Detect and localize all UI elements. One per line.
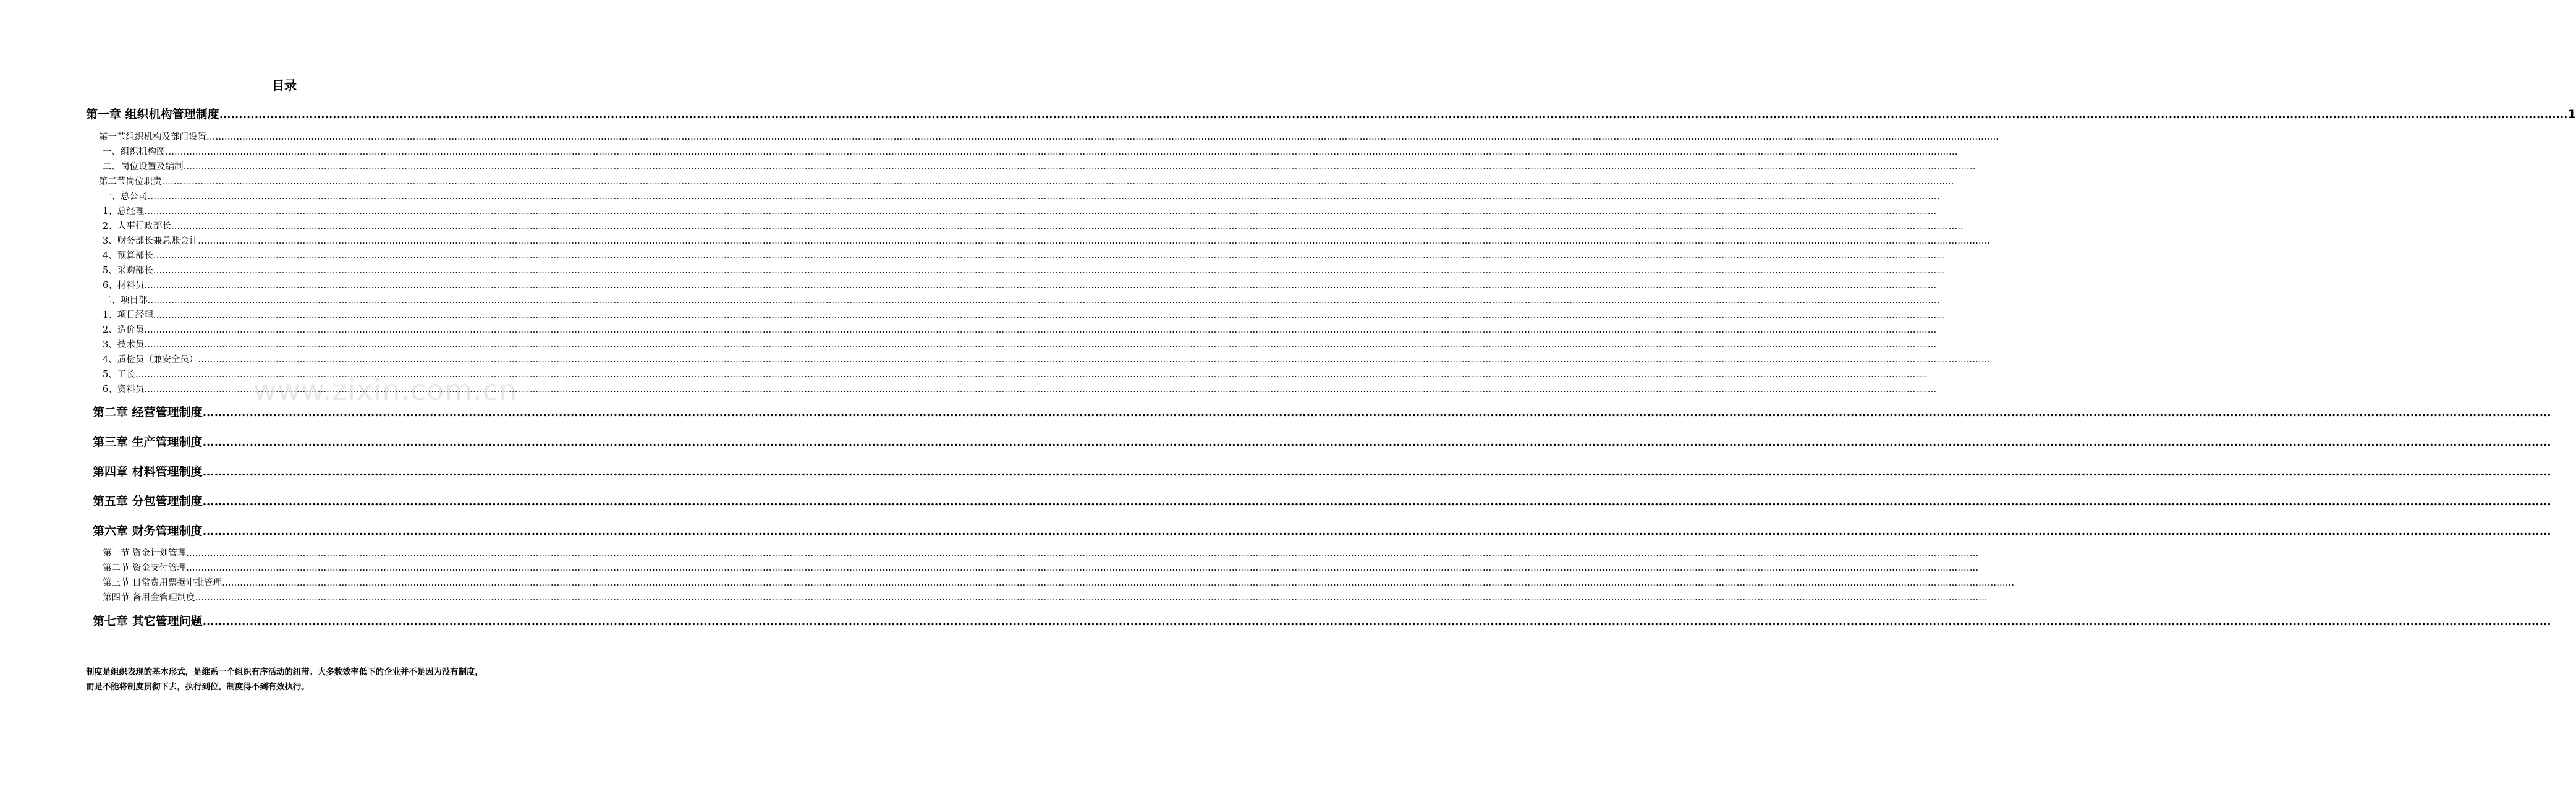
toc-leader-dots: …………………………………………………………………………………………………………………………………………………………………………………………………………………………………………………………………………………………………………………………………………………………………………………………………………………………………………………………………………………………………………………………………………………… [219, 108, 2568, 121]
toc-section-entry [103, 263, 1946, 278]
toc-entry-label: 6、材料员 [103, 281, 145, 291]
toc-section-entry [103, 278, 1937, 293]
toc-entry-label: 4、质检员（兼安全员） [103, 355, 198, 365]
toc-leader-dots: …………………………………………………………………………………………………………………………………………………………………………………………………………………………………………………………………………………………………………………………………………………………………………………………………………………………………………………………………………………………………………………………………………………… [147, 296, 1940, 305]
toc-entry-label: 3、技术员 [103, 340, 145, 350]
toc-leader-dots: …………………………………………………………………………………………………………………………………………………………………………………………………………………………………………………………………………………………………………………………………………………………………………………………………………………………………………………………………………………………………………………………………………………… [144, 340, 1937, 350]
toc-leader-dots: …………………………………………………………………………………………………………………………………………………………………………………………………………………………………………………………………………………………………………………………………………………………………………………………………………………………………………………………………………………………………………………………………………………… [195, 593, 1988, 603]
toc-section-entry [103, 293, 1940, 308]
toc-section-entry [103, 219, 1964, 234]
toc-entry-label: 二、项目部 [103, 296, 148, 305]
toc-entry-label: 5、工长 [103, 370, 135, 380]
toc-leader-dots: …………………………………………………………………………………………………………………………………………………………………………………………………………………………………………………………………………………………………………………………………………………………………………………………………………………………………………………………………………………………………………………………………………………… [135, 370, 1928, 380]
toc-entry-label: 第五章 分包管理制度 [93, 495, 203, 508]
toc-leader-dots: …………………………………………………………………………………………………………………………………………………………………………………………………………………………………………………………………………………………………………………………………………………………………………………………………………………………………………………………………………………………………………………………………………………… [144, 385, 1937, 394]
toc-leader-dots: …………………………………………………………………………………………………………………………………………………………………………………………………………………………………………………………………………………………………………………………………………………………………………………………………………………………………………………………………………………………………………………………………………………… [202, 435, 2551, 449]
toc-entry-label: 3、财务部长兼总账会计 [103, 236, 198, 246]
toc-section-entry [103, 160, 1976, 174]
toc-leader-dots: …………………………………………………………………………………………………………………………………………………………………………………………………………………………………………………………………………………………………………………………………………………………………………………………………………………………………………………………………………………………………………………………………………………… [183, 162, 1976, 172]
toc-section-entry [99, 174, 1954, 189]
toc-section-entry [103, 189, 1940, 204]
toc-leader-dots: …………………………………………………………………………………………………………………………………………………………………………………………………………………………………………………………………………………………………………………………………………………………………………………………………………………………………………………………………………………………………………………………………………………… [144, 207, 1937, 216]
toc-leader-dots: …………………………………………………………………………………………………………………………………………………………………………………………………………………………………………………………………………………………………………………………………………………………………………………………………………………………………………………………………………………………………………………………………………………… [144, 281, 1937, 291]
toc-leader-dots: …………………………………………………………………………………………………………………………………………………………………………………………………………………………………………………………………………………………………………………………………………………………………………………………………………………………………………………………………………………………………………………………………………………… [165, 147, 1958, 157]
toc-section-entry [103, 561, 1979, 576]
toc-section-entry [103, 338, 1937, 352]
toc-leader-dots: …………………………………………………………………………………………………………………………………………………………………………………………………………………………………………………………………………………………………………………………………………………………………………………………………………………………………………………………………………………………………………………………………………………… [153, 251, 1946, 261]
toc-leader-dots: …………………………………………………………………………………………………………………………………………………………………………………………………………………………………………………………………………………………………………………………………………………………………………………………………………………………………………………………………………………………………………………………………………………… [222, 578, 2015, 588]
toc-leader-dots: …………………………………………………………………………………………………………………………………………………………………………………………………………………………………………………………………………………………………………………………………………………………………………………………………………………………………………………………………………………………………………………………………………………… [144, 325, 1937, 335]
toc-entry-label: 第二节 资金支付管理 [103, 563, 187, 573]
toc-entry-label: 二、岗位设置及编制 [103, 162, 184, 172]
toc-entry-label: 6、资料员 [103, 385, 145, 394]
toc-chapter-entry [86, 106, 2576, 123]
toc-section-entry [103, 145, 1958, 160]
toc-entry-label: 第六章 财务管理制度 [93, 524, 203, 538]
toc-section-entry [103, 576, 2015, 590]
toc-section-entry [103, 249, 1946, 263]
toc-chapter-entry [93, 433, 2551, 451]
toc-entry-label: 5、采购部长 [103, 266, 153, 276]
toc-leader-dots: …………………………………………………………………………………………………………………………………………………………………………………………………………………………………………………………………………………………………………………………………………………………………………………………………………………………………………………………………………………………………………………………………………………… [206, 132, 1999, 142]
toc-entry-label: 第七章 其它管理问题 [93, 615, 203, 628]
toc-leader-dots: …………………………………………………………………………………………………………………………………………………………………………………………………………………………………………………………………………………………………………………………………………………………………………………………………………………………………………………………………………………………………………………………………………………… [171, 221, 1964, 231]
toc-leader-dots: …………………………………………………………………………………………………………………………………………………………………………………………………………………………………………………………………………………………………………………………………………………………………………………………………………………………………………………………………………………………………………………………………………………… [202, 524, 2551, 538]
watermark: www.zixin.com.cn [253, 373, 518, 407]
toc-entry-label: 第四章 材料管理制度 [93, 465, 203, 479]
toc-entry-label: 2、人事行政部长 [103, 221, 171, 231]
toc-leader-dots: …………………………………………………………………………………………………………………………………………………………………………………………………………………………………………………………………………………………………………………………………………………………………………………………………………………………………………………………………………………………………………………………………………………… [198, 236, 1991, 246]
toc-entry-label: 1、项目经理 [103, 310, 153, 320]
toc-chapter-entry [93, 522, 2551, 540]
toc-leader-dots: …………………………………………………………………………………………………………………………………………………………………………………………………………………………………………………………………………………………………………………………………………………………………………………………………………………………………………………………………………………………………………………………………………………… [202, 465, 2551, 479]
toc-chapter-entry [93, 613, 2551, 630]
toc-entry-label: 一、组织机构图 [103, 147, 166, 157]
toc-chapter-entry [93, 463, 2551, 480]
toc-section-entry [103, 323, 1937, 338]
toc-leader-dots: …………………………………………………………………………………………………………………………………………………………………………………………………………………………………………………………………………………………………………………………………………………………………………………………………………………………………………………………………………………………………………………………………………………… [202, 615, 2551, 628]
toc-leader-dots: …………………………………………………………………………………………………………………………………………………………………………………………………………………………………………………………………………………………………………………………………………………………………………………………………………………………………………………………………………………………………………………………………………………… [202, 406, 2551, 419]
toc-leader-dots: …………………………………………………………………………………………………………………………………………………………………………………………………………………………………………………………………………………………………………………………………………………………………………………………………………………………………………………………………………………………………………………………………………………… [198, 355, 1991, 365]
toc-entry-label: 第四节 备用金管理制度 [103, 593, 195, 603]
body-paragraph: 制度是组织表现的基本形式，是维系一个组织有序活动的纽带。大多数效率低下的企业并不是因为没有制度，而是不能将制度贯彻下去，执行到位。制度得不到有效执行。 [86, 668, 483, 692]
toc-section-entry [103, 308, 1946, 323]
toc-leader-dots: …………………………………………………………………………………………………………………………………………………………………………………………………………………………………………………………………………………………………………………………………………………………………………………………………………………………………………………………………………………………………………………………………………………… [186, 548, 1979, 558]
toc-entry-label: 第一节 资金计划管理 [103, 548, 187, 558]
toc-leader-dots: …………………………………………………………………………………………………………………………………………………………………………………………………………………………………………………………………………………………………………………………………………………………………………………………………………………………………………………………………………………………………………………………………………………… [186, 563, 1979, 573]
toc-chapter-entry [93, 493, 2551, 510]
toc-section-entry [103, 590, 1988, 605]
toc-section-entry [103, 352, 1991, 367]
toc-entry-label: 4、预算部长 [103, 251, 153, 261]
toc-entry-label: 1、总经理 [103, 207, 145, 216]
toc-page-number: 1 [2567, 108, 2576, 121]
toc-entry-label: 2、造价员 [103, 325, 145, 335]
toc-entry-label: 一、总公司 [103, 192, 148, 202]
toc-entry-label: 第二章 经营管理制度 [93, 406, 203, 419]
toc-section-entry [103, 546, 1979, 561]
toc-leader-dots: …………………………………………………………………………………………………………………………………………………………………………………………………………………………………………………………………………………………………………………………………………………………………………………………………………………………………………………………………………………………………………………………………………………… [161, 177, 1954, 187]
toc-entry-label: 第三章 生产管理制度 [93, 435, 203, 449]
toc-leader-dots: …………………………………………………………………………………………………………………………………………………………………………………………………………………………………………………………………………………………………………………………………………………………………………………………………………………………………………………………………………………………………………………………………………………… [147, 192, 1940, 202]
toc-title: 目录 [272, 78, 297, 93]
toc-leader-dots: …………………………………………………………………………………………………………………………………………………………………………………………………………………………………………………………………………………………………………………………………………………………………………………………………………………………………………………………………………………………………………………………………………………… [153, 310, 1946, 320]
toc-leader-dots: …………………………………………………………………………………………………………………………………………………………………………………………………………………………………………………………………………………………………………………………………………………………………………………………………………………………………………………………………………………………………………………………………………………… [202, 495, 2551, 508]
toc-section-entry [99, 130, 1999, 145]
toc-leader-dots: …………………………………………………………………………………………………………………………………………………………………………………………………………………………………………………………………………………………………………………………………………………………………………………………………………………………………………………………………………………………………………………………………………………… [153, 266, 1946, 276]
toc-entry-label: 第一节组织机构及部门设置 [99, 132, 206, 142]
toc-entry-label: 第一章 组织机构管理制度 [86, 108, 219, 121]
toc-entry-label: 第二节岗位职责 [99, 177, 162, 187]
toc-section-entry [103, 204, 1937, 219]
toc-section-entry [103, 234, 1991, 249]
toc-entry-label: 第三节 日常费用票据审批管理 [103, 578, 222, 588]
